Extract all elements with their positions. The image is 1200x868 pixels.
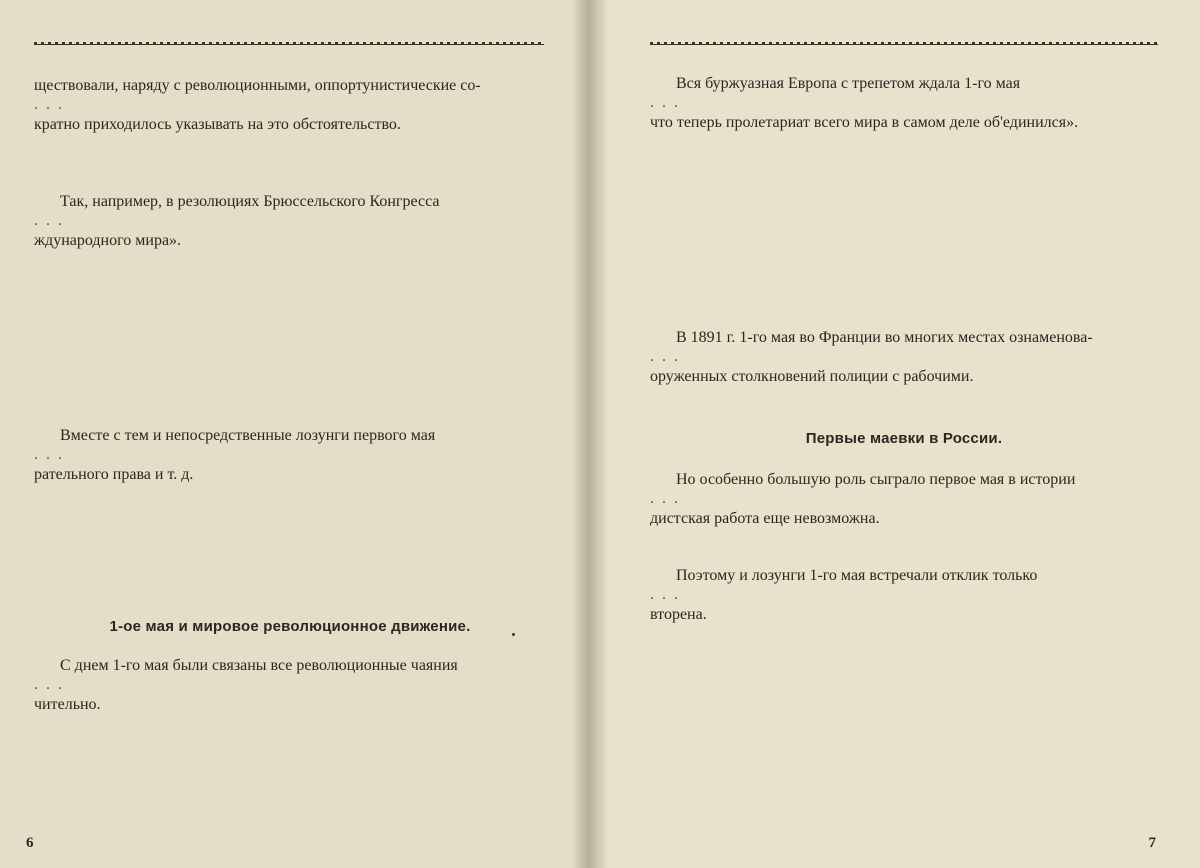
page-number: 7 [1148, 835, 1156, 851]
omitted-lines-marker: . . . [650, 94, 680, 112]
print-speck [512, 633, 515, 636]
page-number: 6 [26, 835, 34, 851]
paragraph-france-1891 [650, 328, 1158, 386]
paragraph-last-line: оруженных столкновений полиции с рабочими. [650, 367, 974, 385]
paragraph-bourgeois-europe [650, 74, 1158, 132]
paragraph-last-line: что теперь пролетариат всего мира в самом деле об'единился». [650, 113, 1079, 131]
paragraph-russia [650, 470, 1158, 528]
paragraph-leningrad-maevka [650, 566, 1158, 624]
paragraph-last-line: ждународного мира». [34, 231, 182, 249]
left-page [0, 0, 590, 868]
omitted-lines-marker: . . . [34, 446, 64, 464]
paragraph-last-line: кратно приходилось указывать на это обстоятельство. [34, 115, 401, 133]
paragraph-last-line: чительно. [34, 695, 101, 713]
omitted-lines-marker: . . . [34, 676, 64, 694]
paragraph-brussels-congress [34, 192, 546, 250]
section-heading: Первые маевки в России. [805, 430, 1003, 447]
paragraph-first-line: С днем 1-го мая были связаны все революционные чаяния [60, 657, 458, 674]
paragraph-continuation [34, 76, 546, 134]
gutter-shadow [571, 0, 589, 868]
section-heading: 1-ое мая и мировое революционное движение. [109, 618, 471, 635]
omitted-lines-marker: . . . [650, 348, 680, 366]
omitted-lines-marker: . . . [650, 586, 680, 604]
paragraph-first-line: Вся буржуазная Европа с трепетом ждала 1-го мая [676, 75, 1021, 92]
paragraph-last-line: вторена. [650, 605, 707, 623]
paragraph-first-line: Вместе с тем и непосредственные лозунги первого мая [60, 427, 436, 444]
omitted-lines-marker: . . . [34, 96, 64, 114]
paragraph-last-line: дистская работа еще невозможна. [650, 509, 880, 527]
omitted-lines-marker: . . . [650, 490, 680, 508]
paragraph-revolutionary-hopes [34, 656, 546, 714]
paragraph-first-line: В 1891 г. 1-го мая во Франции во многих местах ознаменова- [676, 329, 1093, 346]
paragraph-first-line: ществовали, наряду с революционными, оппортунистические со- [34, 77, 481, 94]
ornamental-rule [650, 40, 1158, 48]
paragraph-first-line: Так, например, в резолюциях Брюссельского Конгресса [60, 193, 440, 210]
ornamental-rule [34, 40, 544, 48]
paragraph-last-line: рательного права и т. д. [34, 465, 194, 483]
omitted-lines-marker: . . . [34, 212, 64, 230]
paragraph-slogans [34, 426, 546, 484]
paragraph-first-line: Поэтому и лозунги 1-го мая встречали отклик только [676, 567, 1038, 584]
gutter-shadow [590, 0, 608, 868]
right-page [590, 0, 1200, 868]
paragraph-first-line: Но особенно большую роль сыграло первое мая в истории [676, 471, 1076, 488]
